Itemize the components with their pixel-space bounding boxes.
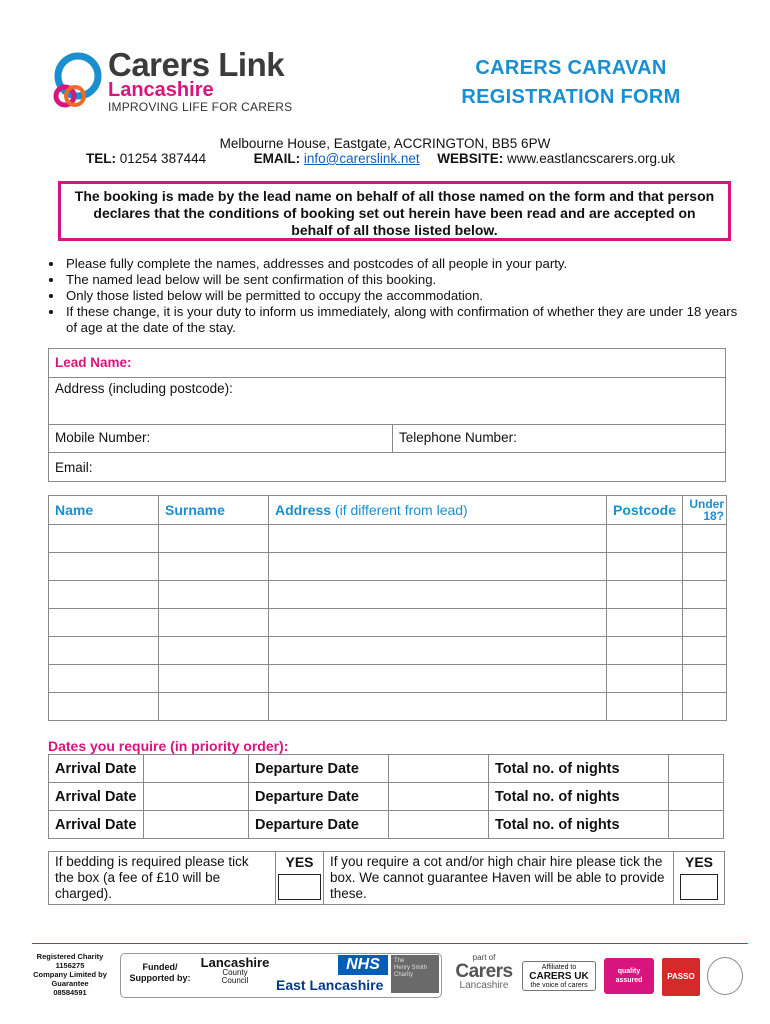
dates-table — [48, 754, 724, 839]
arrival-date-label: Arrival Date — [49, 783, 144, 811]
east-lancashire-label: East Lancashire — [276, 977, 384, 993]
charity-line: Registered Charity — [36, 952, 104, 961]
arrival-date-input[interactable] — [144, 811, 249, 839]
instruction-item: • The named lead below will be sent confirmation of this booking. — [64, 272, 748, 288]
total-nights-input[interactable] — [669, 755, 724, 783]
address-cell[interactable] — [269, 665, 607, 693]
footer-divider — [32, 943, 748, 944]
table-row — [49, 525, 727, 553]
carers-uk-affiliation-logo — [522, 961, 596, 991]
col-under18-header: Under 18? — [683, 496, 727, 525]
affil-top: Affiliated to — [541, 964, 577, 971]
col-address-label: Address — [275, 502, 332, 518]
col-surname-header: Surname — [159, 496, 269, 525]
hsc-line: Charity — [394, 972, 414, 978]
funded-line: Supported by: — [129, 973, 191, 983]
col-name-header: Name — [49, 496, 159, 525]
arrival-date-input[interactable] — [144, 783, 249, 811]
name-cell[interactable] — [49, 581, 159, 609]
dates-heading: Dates you require (in priority order): — [48, 738, 289, 754]
total-nights-label: Total no. of nights — [489, 783, 669, 811]
bedding-yes-label: YES — [285, 854, 314, 870]
brand-name: Carers Link — [108, 46, 285, 83]
total-nights-input[interactable] — [669, 811, 724, 839]
lancs-cc-name: Lancashire — [200, 955, 270, 970]
name-cell[interactable] — [49, 637, 159, 665]
surname-cell[interactable] — [159, 581, 269, 609]
extras-row — [49, 852, 725, 905]
party-rows — [49, 525, 727, 721]
departure-date-label: Departure Date — [249, 783, 389, 811]
col-postcode-header: Postcode — [607, 496, 683, 525]
departure-date-input[interactable] — [389, 783, 489, 811]
instruction-item: • Please fully complete the names, addresses and postcodes of all people in your party. — [64, 256, 748, 272]
passo-badge: PASSO — [662, 958, 700, 996]
table-row — [49, 693, 727, 721]
postcode-cell[interactable] — [607, 693, 683, 721]
name-cell[interactable] — [49, 525, 159, 553]
charity-info — [30, 952, 110, 997]
quality-assured-badge — [604, 958, 654, 994]
website-value: www.eastlancscarers.org.uk — [506, 151, 676, 166]
qa-line: assured — [615, 977, 643, 984]
postcode-cell[interactable] — [607, 553, 683, 581]
charity-seal-icon — [707, 957, 743, 995]
surname-cell[interactable] — [159, 553, 269, 581]
brand-region: Lancashire — [108, 79, 214, 101]
total-nights-input[interactable] — [669, 783, 724, 811]
under18-cell[interactable] — [683, 609, 727, 637]
lead-name-label: Lead Name: — [55, 355, 132, 370]
address-cell[interactable] — [269, 609, 607, 637]
address-cell[interactable] — [269, 693, 607, 721]
surname-cell[interactable] — [159, 693, 269, 721]
lancs-cc-line: County — [222, 968, 248, 977]
telephone-number-field[interactable] — [393, 425, 725, 452]
contact-line — [86, 151, 675, 166]
lead-details-table — [48, 348, 726, 482]
departure-date-label: Departure Date — [249, 755, 389, 783]
carers-lancashire-logo — [452, 954, 516, 991]
departure-date-input[interactable] — [389, 811, 489, 839]
affil-bottom: the voice of carers — [530, 982, 588, 989]
charity-line: Guarantee — [51, 979, 89, 988]
form-title-line-2: REGISTRATION FORM — [461, 86, 681, 108]
instructions-list — [48, 256, 748, 336]
name-cell[interactable] — [49, 553, 159, 581]
partof-region: Lancashire — [459, 980, 509, 991]
name-cell[interactable] — [49, 693, 159, 721]
lead-name-field[interactable] — [49, 349, 725, 378]
extras-table — [48, 851, 725, 905]
arrival-date-label: Arrival Date — [49, 755, 144, 783]
booking-notice: The booking is made by the lead name on behalf of all those named on the form and that person declares that the conditions of booking set out herein have been read and are accepted on behalf of all those listed below. — [58, 181, 731, 241]
date-row — [49, 783, 724, 811]
nhs-logo: NHS — [338, 955, 388, 975]
hsc-line: The — [394, 958, 405, 964]
under18-cell[interactable] — [683, 693, 727, 721]
partof-name: Carers — [455, 961, 513, 982]
postcode-cell[interactable] — [607, 609, 683, 637]
under18-cell[interactable] — [683, 637, 727, 665]
cot-yes-cell — [674, 852, 725, 905]
email-label: EMAIL: — [253, 151, 301, 166]
lead-address-field[interactable] — [49, 378, 725, 425]
email-link[interactable]: info@carerslink.net — [303, 151, 420, 166]
total-nights-label: Total no. of nights — [489, 755, 669, 783]
qa-line: quality — [617, 968, 641, 975]
tel-label: TEL: — [86, 151, 116, 166]
surname-cell[interactable] — [159, 609, 269, 637]
instruction-item: • Only those listed below will be permitted to occupy the accommodation. — [64, 288, 748, 304]
mobile-number-field[interactable] — [49, 425, 393, 452]
col-address-header — [269, 496, 607, 525]
table-row — [49, 665, 727, 693]
form-title-line-1: CARERS CARAVAN — [475, 57, 667, 79]
charity-line: Company Limited by — [33, 970, 107, 979]
lead-address-label: Address (including postcode): — [55, 381, 233, 396]
cot-text: If you require a cot and/or high chair hire please tick the box. We cannot guarantee Haven will be able to provide these. — [324, 852, 674, 905]
lead-phone-row — [49, 425, 725, 453]
address-cell[interactable] — [269, 525, 607, 553]
table-row — [49, 581, 727, 609]
office-address: Melbourne House, Eastgate, ACCRINGTON, BB5 6PW — [219, 136, 551, 151]
lancashire-county-council-logo — [196, 956, 274, 985]
name-cell[interactable] — [49, 609, 159, 637]
bedding-checkbox[interactable] — [278, 874, 321, 900]
col-address-note: (if different from lead) — [334, 502, 468, 518]
arrival-date-label: Arrival Date — [49, 811, 144, 839]
under18-cell[interactable] — [683, 581, 727, 609]
party-members-table — [48, 495, 727, 721]
departure-date-input[interactable] — [389, 755, 489, 783]
form-title — [440, 54, 702, 112]
table-row — [49, 609, 727, 637]
carers-link-logo-icon — [48, 50, 108, 112]
instruction-item: • If these change, it is your duty to inform us immediately, along with confirmation of whether they are under 18 years of age at the date of the stay. — [64, 304, 748, 336]
lead-email-label: Email: — [55, 460, 93, 475]
cot-yes-label: YES — [684, 854, 713, 870]
bedding-yes-cell — [276, 852, 324, 905]
date-row — [49, 755, 724, 783]
charity-line: 08584591 — [53, 988, 87, 997]
party-header-row — [49, 496, 727, 525]
surname-cell[interactable] — [159, 525, 269, 553]
hsc-line: Henry Smith — [394, 965, 428, 971]
website-label: WEBSITE: — [437, 151, 504, 166]
address-cell[interactable] — [269, 553, 607, 581]
postcode-cell[interactable] — [607, 525, 683, 553]
postcode-cell[interactable] — [607, 665, 683, 693]
tel-value: 01254 387444 — [119, 151, 207, 166]
mobile-number-label: Mobile Number: — [55, 430, 151, 445]
henry-smith-charity-logo — [391, 955, 439, 993]
brand-tagline: IMPROVING LIFE FOR CARERS — [108, 100, 293, 114]
under18-cell[interactable] — [683, 665, 727, 693]
under18-cell[interactable] — [683, 525, 727, 553]
postcode-cell[interactable] — [607, 581, 683, 609]
address-cell[interactable] — [269, 637, 607, 665]
affil-name: CARERS UK — [529, 971, 589, 982]
lead-email-field[interactable] — [49, 453, 725, 481]
partof-label: part of — [472, 953, 496, 962]
table-row — [49, 637, 727, 665]
arrival-date-input[interactable] — [144, 755, 249, 783]
surname-cell[interactable] — [159, 665, 269, 693]
table-row — [49, 553, 727, 581]
total-nights-label: Total no. of nights — [489, 811, 669, 839]
bedding-text: If bedding is required please tick the box (a fee of £10 will be charged). — [49, 852, 276, 905]
address-cell[interactable] — [269, 581, 607, 609]
postcode-cell[interactable] — [607, 637, 683, 665]
cot-checkbox[interactable] — [680, 874, 718, 900]
funded-line: Funded/ — [142, 962, 178, 972]
funded-by-label — [128, 962, 192, 984]
name-cell[interactable] — [49, 665, 159, 693]
lancs-cc-line: Council — [221, 976, 249, 985]
date-row — [49, 811, 724, 839]
under18-cell[interactable] — [683, 553, 727, 581]
telephone-number-label: Telephone Number: — [399, 430, 517, 445]
surname-cell[interactable] — [159, 637, 269, 665]
departure-date-label: Departure Date — [249, 811, 389, 839]
charity-line: 1156275 — [55, 961, 85, 970]
